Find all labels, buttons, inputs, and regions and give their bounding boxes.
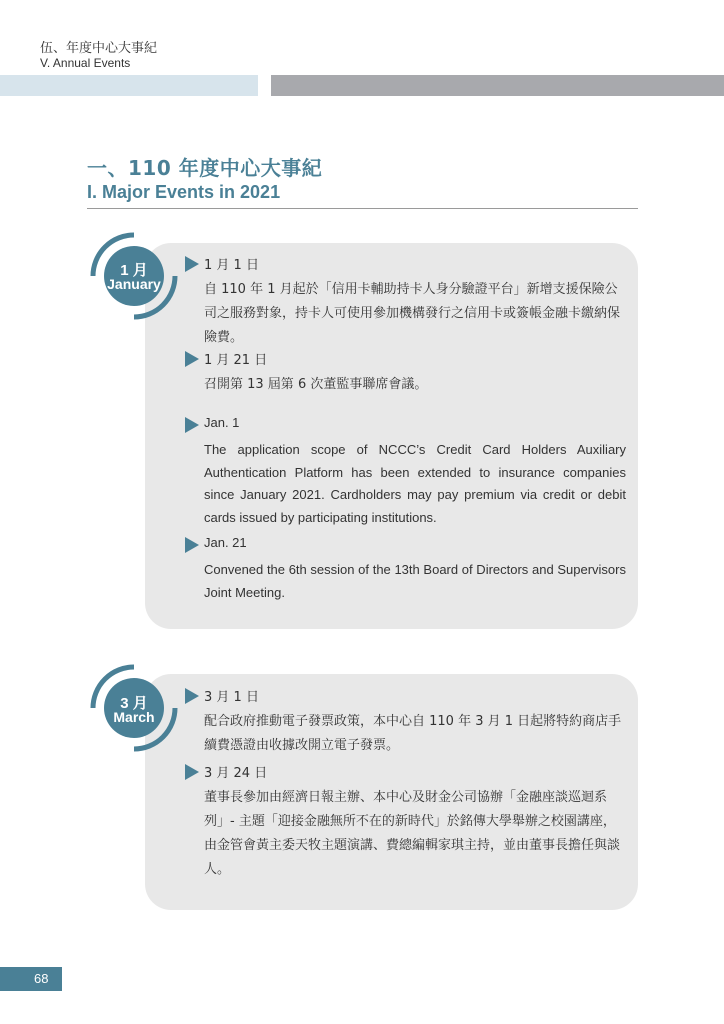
event-date: 1 月 1 日	[204, 258, 259, 273]
triangle-bullet-icon	[185, 351, 199, 367]
title-divider	[87, 208, 638, 209]
event-text: 召開第 13 屆第 6 次董監事聯席會議。	[204, 377, 428, 392]
month-badge-january	[86, 228, 182, 324]
section-title-zh: 一、110 年度中心大事紀	[87, 156, 323, 180]
triangle-bullet-icon	[185, 537, 199, 553]
month-badge-label-en: January	[107, 276, 161, 292]
month-badge-label-zh: 1 月	[120, 262, 148, 279]
section-title-en: I. Major Events in 2021	[87, 182, 281, 202]
event-date: Jan. 21	[204, 535, 247, 550]
triangle-bullet-icon	[185, 256, 199, 272]
event-text: Convened the 6th session of the 13th Board of Directors and Supervisors Joint Meeting.	[204, 562, 626, 600]
header-bar-right	[271, 75, 724, 96]
event-date: Jan. 1	[204, 415, 240, 430]
page-number-tab	[0, 967, 62, 991]
chapter-title-zh: 伍、年度中心大事紀	[40, 41, 158, 56]
triangle-bullet-icon	[185, 417, 199, 433]
month-badge-label-en: March	[113, 709, 155, 725]
event-date: 3 月 24 日	[204, 766, 268, 781]
triangle-bullet-icon	[185, 764, 199, 780]
event-date: 3 月 1 日	[204, 690, 259, 705]
month-badge-march	[86, 660, 182, 756]
header-bar-left	[0, 75, 258, 96]
event-text: 配合政府推動電子發票政策，本中心自 110 年 3 月 1 日起將特約商店手續費憑證由收據改開立電子發票。	[204, 714, 622, 753]
chapter-title-en: V. Annual Events	[40, 56, 131, 70]
month-badge-label-zh: 3 月	[120, 695, 148, 712]
event-text: The application scope of NCCC’s Credit Card Holders Auxiliary Authentication Platform has been extended to insurance companies since January 2021. Cardholders may pay premium via credit or debit cards issued by participating institutions.	[204, 442, 626, 525]
event-text: 自 110 年 1 月起於「信用卡輔助持卡人身分驗證平台」新增支援保險公司之服務對象，持卡人可使用參加機構發行之信用卡或簽帳金融卡繳納保險費。	[204, 282, 621, 345]
event-date: 1 月 21 日	[204, 353, 268, 368]
page-number: 68	[34, 971, 49, 986]
triangle-bullet-icon	[185, 688, 199, 704]
event-text: 董事長參加由經濟日報主辦、本中心及財金公司協辦「金融座談巡迴系列」- 主題「迎接金融無所不在的新時代」於銘傳大學舉辦之校園講座，由金管會黃主委天牧主題演講、費總編輯家琪主持，並由董事長擔任與談人。	[204, 790, 621, 877]
